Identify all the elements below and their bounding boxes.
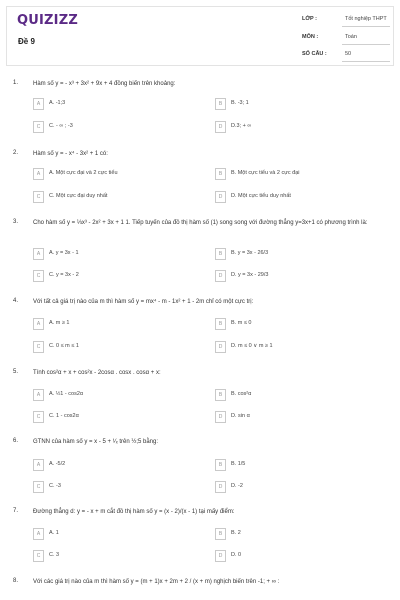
option-letter: D — [215, 191, 226, 203]
option-letter: A — [33, 98, 44, 110]
quizizz-logo: QUIZIZZ — [17, 13, 78, 28]
option-letter: B — [215, 248, 226, 260]
question-number: 4. — [13, 298, 19, 304]
worksheet-header — [6, 6, 394, 66]
option-letter: A — [33, 318, 44, 330]
question-text: Cho hàm số y = ⅓x³ - 2x² + 3x + 1 1. Tiếp tuyến của đồ thị hàm số (1) song song với đường thẳng y=3x+1 có phương trình là: — [33, 220, 368, 226]
option-letter: A — [33, 389, 44, 401]
option-a[interactable] — [33, 528, 175, 540]
option-text: B. 2 — [231, 530, 241, 536]
option-letter: D — [215, 341, 226, 353]
option-text: C. Một cực đại duy nhất — [49, 193, 108, 199]
option-letter: D — [215, 121, 226, 133]
option-text: A. y = 3x - 1 — [49, 250, 79, 256]
option-d[interactable] — [215, 481, 357, 493]
option-d[interactable] — [215, 550, 357, 562]
option-d[interactable] — [215, 411, 357, 423]
option-c[interactable] — [33, 411, 175, 423]
question-number: 8. — [13, 578, 19, 584]
option-letter: B — [215, 318, 226, 330]
meta-label: SỐ CÂU : — [302, 51, 327, 57]
option-text: A. -1;3 — [49, 100, 66, 106]
option-text: D. 0 — [231, 552, 242, 558]
meta-class — [302, 13, 394, 27]
option-letter: D — [215, 270, 226, 282]
option-text: C. y = 3x - 2 — [49, 272, 79, 278]
option-b[interactable] — [215, 459, 357, 471]
option-text: B. -3; 1 — [231, 100, 249, 106]
option-letter: C — [33, 341, 44, 353]
option-text: A. ½1 - cos2α — [49, 391, 84, 397]
meta-subject — [302, 31, 394, 45]
option-d[interactable] — [215, 191, 357, 203]
option-letter: C — [33, 121, 44, 133]
option-a[interactable] — [33, 248, 175, 260]
option-c[interactable] — [33, 270, 175, 282]
question-text: Với tất cả giá trị nào của m thì hàm số y = mx⁴ - m - 1x² + 1 - 2m chỉ có một cực trị: — [33, 299, 254, 305]
option-letter: D — [215, 411, 226, 423]
option-text: B. y = 3x - 26/3 — [231, 250, 269, 256]
question-text: Hàm số y = - x⁴ - 3x² + 1 có: — [33, 151, 108, 157]
option-letter: D — [215, 550, 226, 562]
option-text: A. m ≥ 1 — [49, 320, 70, 326]
meta-divider — [342, 44, 390, 45]
option-letter: C — [33, 481, 44, 493]
question-number: 1. — [13, 80, 19, 86]
option-letter: B — [215, 459, 226, 471]
option-letter: B — [215, 389, 226, 401]
option-c[interactable] — [33, 191, 175, 203]
option-letter: B — [215, 98, 226, 110]
question-text: GTNN của hàm số y = x - 5 + ¹⁄ₓ trên ½;5 bằng: — [33, 439, 159, 445]
meta-value: Tốt nghiệp THPT — [345, 16, 387, 22]
option-text: C. 3 — [49, 552, 60, 558]
question-text: Tính cos²α + x + cos²x - 2cosα . cosx . cosα + x: — [33, 370, 161, 376]
meta-question-count — [302, 48, 394, 62]
meta-value: 50 — [345, 51, 352, 57]
option-b[interactable] — [215, 248, 357, 260]
option-a[interactable] — [33, 389, 175, 401]
option-a[interactable] — [33, 168, 175, 180]
option-letter: A — [33, 459, 44, 471]
meta-value: Toán — [345, 34, 357, 40]
option-b[interactable] — [215, 168, 357, 180]
option-letter: B — [215, 168, 226, 180]
option-letter: C — [33, 411, 44, 423]
option-c[interactable] — [33, 341, 175, 353]
meta-divider — [342, 61, 390, 62]
option-c[interactable] — [33, 481, 175, 493]
question-text: Đường thẳng d: y = - x + m cắt đồ thị hàm số y = (x - 2)/(x - 1) tại mấy điểm: — [33, 509, 235, 515]
question-number: 7. — [13, 508, 19, 514]
document-title: Đề 9 — [18, 37, 35, 46]
option-a[interactable] — [33, 459, 175, 471]
question-number: 2. — [13, 150, 19, 156]
option-text: D. y = 3x - 29/3 — [231, 272, 269, 278]
option-c[interactable] — [33, 550, 175, 562]
question-number: 3. — [13, 219, 19, 225]
option-text: C. 0 ≤ m ≤ 1 — [49, 343, 79, 349]
option-text: B. cos²α — [231, 391, 252, 397]
option-letter: A — [33, 248, 44, 260]
option-text: B. 1/5 — [231, 461, 246, 467]
option-text: D. -2 — [231, 483, 243, 489]
option-text: A. 1 — [49, 530, 59, 536]
option-text: D. Một cực tiểu duy nhất — [231, 193, 291, 199]
question-number: 5. — [13, 369, 19, 375]
option-text: A. -5/2 — [49, 461, 66, 467]
option-text: B. m ≤ 0 — [231, 320, 252, 326]
option-letter: A — [33, 528, 44, 540]
option-text: D.3; + ∞ — [231, 123, 252, 129]
option-text: C. -3 — [49, 483, 61, 489]
option-letter: A — [33, 168, 44, 180]
option-text: C. - ∞ ; -3 — [49, 123, 73, 129]
option-letter: C — [33, 270, 44, 282]
option-a[interactable] — [33, 318, 175, 330]
option-text: C. 1 - cos2α — [49, 413, 79, 419]
option-letter: D — [215, 481, 226, 493]
option-d[interactable] — [215, 121, 357, 133]
option-text: A. Một cực đại và 2 cực tiểu — [49, 170, 118, 176]
option-letter: C — [33, 191, 44, 203]
question-number: 6. — [13, 438, 19, 444]
option-text: D. m ≤ 0 ∨ m ≥ 1 — [231, 343, 273, 349]
option-text: D. sin α — [231, 413, 250, 419]
option-d[interactable] — [215, 341, 357, 353]
option-c[interactable] — [33, 121, 175, 133]
option-d[interactable] — [215, 270, 357, 282]
option-b[interactable] — [215, 528, 357, 540]
question-text: Với các giá trị nào của m thì hàm số y = (m + 1)x + 2m + 2 / (x + m) nghịch biến trên -1; + ∞ : — [33, 579, 280, 585]
meta-label: MÔN : — [302, 34, 319, 40]
option-text: B. Một cực tiểu và 2 cực đại — [231, 170, 300, 176]
option-letter: C — [33, 550, 44, 562]
option-letter: B — [215, 528, 226, 540]
option-a[interactable] — [33, 98, 175, 110]
option-b[interactable] — [215, 98, 357, 110]
option-b[interactable] — [215, 389, 357, 401]
question-text: Hàm số y = - x³ + 3x² + 9x + 4 đồng biến trên khoảng: — [33, 81, 176, 87]
meta-divider — [342, 26, 390, 27]
option-b[interactable] — [215, 318, 357, 330]
meta-label: LỚP : — [302, 16, 317, 22]
